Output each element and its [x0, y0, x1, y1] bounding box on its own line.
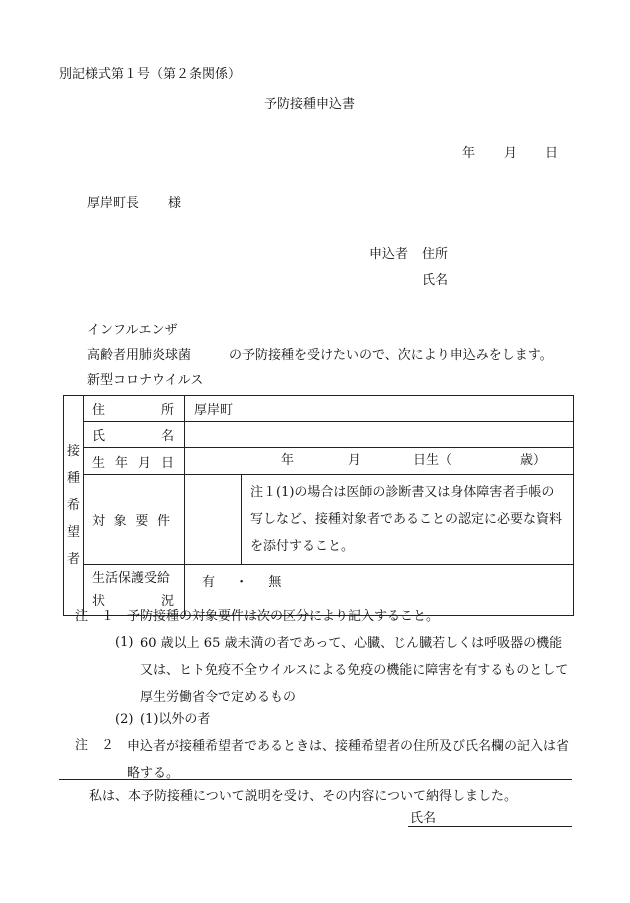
vaccine-option-pneumococcal: 高齢者用肺炎球菌	[87, 348, 192, 363]
note1-marker: 注 １	[75, 609, 115, 624]
dob-label: 生 年 月 日	[84, 448, 185, 475]
date-day-label: 日	[545, 146, 559, 161]
form-label: 別記様式第１号（第２条関係）	[59, 67, 242, 82]
target-requirement-field[interactable]	[185, 475, 242, 565]
welfare-status-field[interactable]	[185, 565, 574, 616]
applicant-label: 申込者	[369, 247, 409, 262]
welfare-option-no[interactable]: 無	[268, 575, 282, 590]
application-table	[63, 395, 574, 616]
target-requirement-note: 注１(1)の場合は医師の診断書又は身体障害者手帳の写しなど、接種対象者であることの認定に必要な資料を添付すること。	[242, 475, 574, 565]
signature-line[interactable]	[408, 826, 572, 827]
note1-item1-marker: (1)	[115, 635, 134, 650]
note1-text: 予防接種の対象要件は次の区分により記入すること。	[127, 609, 440, 624]
name-label: 氏 名	[84, 422, 185, 448]
vaccine-option-covid: 新型コロナウイルス	[87, 373, 204, 388]
date-year-label: 年	[462, 146, 476, 161]
request-text: の予防接種を受けたいので、次により申込みをします。	[229, 348, 553, 363]
date-month-label: 月	[504, 146, 518, 161]
dob-field[interactable]: 年 月 日生（ 歳）	[185, 448, 574, 475]
applicant-address-label: 住所	[422, 247, 449, 262]
applicant-name-label: 氏名	[422, 273, 449, 288]
welfare-status-label: 生活保護受給 状 況	[84, 565, 185, 616]
target-requirement-label: 対 象 要 件	[84, 475, 185, 565]
consent-text: 私は、本予防接種について説明を受け、その内容について納得しました。	[89, 789, 517, 804]
note2-text: 申込者が接種希望者であるときは、接種希望者の住所及び氏名欄の記入は省略する。	[127, 739, 570, 781]
vaccine-option-influenza: インフルエンザ	[87, 323, 178, 338]
addressee: 厚岸町長	[87, 196, 140, 211]
addressee-honorific: 様	[168, 196, 182, 211]
note1-item1-text: 60 歳以上 65 歳未満の者であって、心臓、じん臓若しくは呼吸器の機能又は、ヒト免疫不全ウイルスによる免疫の機能に障害を有するものとして厚生労働省令で定めるもの	[140, 636, 569, 705]
note2-marker: 注 ２	[75, 738, 115, 753]
divider	[59, 779, 572, 780]
page-title: 予防接種申込書	[264, 97, 356, 112]
address-field[interactable]: 厚岸町	[185, 396, 574, 422]
applicant-side-label: 接 種 希 望 者	[64, 396, 84, 616]
welfare-separator: ・	[235, 575, 249, 590]
address-label: 住 所	[84, 396, 185, 422]
consent-name-label: 氏名	[410, 811, 437, 826]
name-field[interactable]	[185, 422, 574, 448]
note1-item2-text: (1)以外の者	[140, 712, 211, 727]
note1-item2-marker: (2)	[115, 712, 134, 727]
welfare-option-yes[interactable]: 有	[202, 575, 216, 590]
